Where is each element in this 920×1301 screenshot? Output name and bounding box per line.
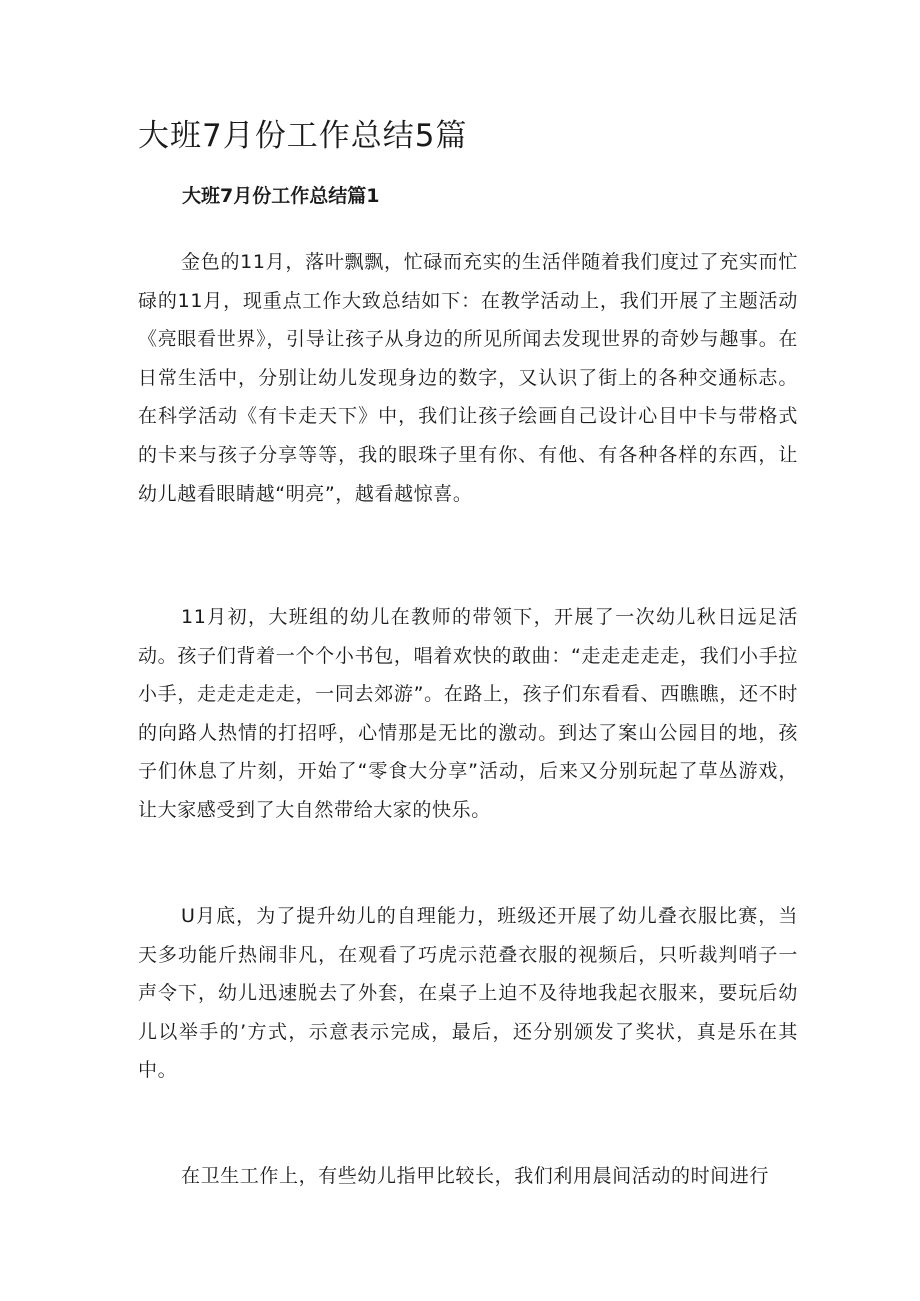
paragraph: 11月初，大班组的幼儿在教师的带领下，开展了一次幼儿秋日远足活动。孩子们背着一个个小书包，唱着欢快的敢曲：“走走走走走，我们小手拉小手，走走走走走，一同去郊游”。在路上，孩子们东看看、西瞧瞧，还不时的向路人热情的打招呼，心情那是无比的激动。到达了案山公园目的地，孩子们休息了片刻，开始了“零食大分享”活动，后来又分别玩起了草丛游戏，让大家感受到了大自然带给大家的快乐。 <box>138 606 798 821</box>
document-title: 大班7月份工作总结5篇 <box>138 118 468 154</box>
paragraph: 在卫生工作上，有些幼儿指甲比较长，我们利用晨间活动的时间进行 <box>181 1165 770 1187</box>
paragraph: 金色的11月，落叶飘飘，忙碌而充实的生活伴随着我们度过了充实而忙碌的11月，现重点工作大致总结如下：在教学活动上，我们开展了主题活动《亮眼看世界》，引导让孩子从身边的所见所闻去发现世界的奇妙与趣事。在日常生活中，分别让幼儿发现身边的数字，又认识了街上的各种交通标志。在科学活动《有卡走天下》中，我们让孩子绘画自己设计心目中卡与带格式的卡来与孩子分享等等，我的眼珠子里有你、有他、有各种各样的东西，让幼儿越看眼睛越“明亮”，越看越惊喜。 <box>138 251 798 505</box>
section-subtitle: 大班7月份工作总结篇1 <box>182 185 380 207</box>
paragraph: U月底，为了提升幼儿的自理能力，班级还开展了幼儿叠衣服比赛，当天多功能斤热闹非凡，在观看了巧虎示范叠衣服的视频后，只听裁判哨子一声令下，幼儿迅速脱去了外套，在桌子上迫不及待地我起衣服来，要玩后幼儿以举手的’方式，示意表示完成，最后，还分别颁发了奖状，真是乐在其中。 <box>138 905 798 1082</box>
